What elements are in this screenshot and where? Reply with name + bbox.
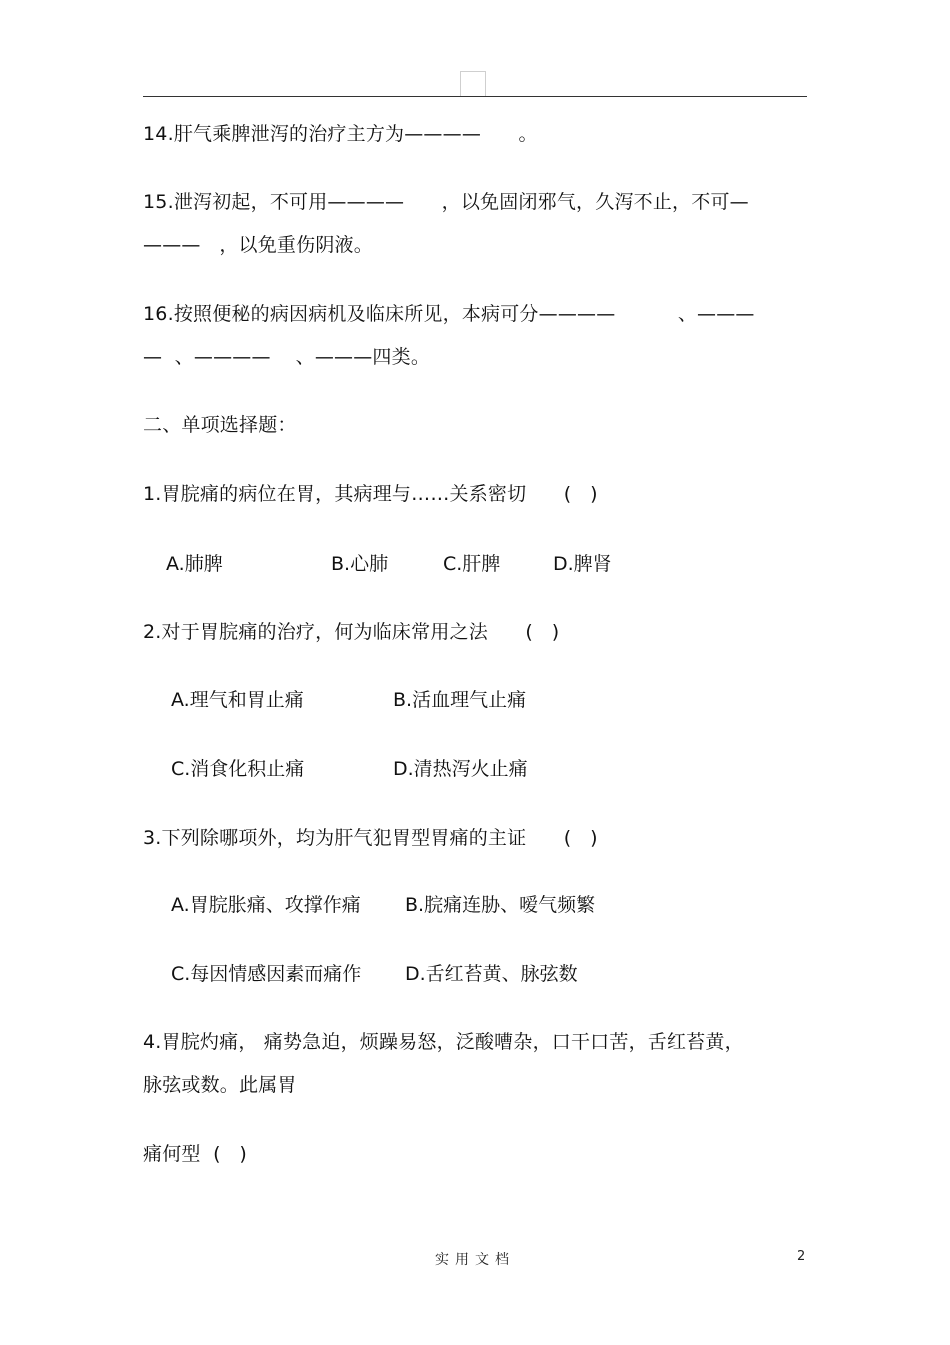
mcq-1-option-c: C.肝脾 [443, 553, 501, 575]
mcq-1-stem: 1.胃脘痛的病位在胃，其病理与……关系密切 ( ) [143, 483, 598, 505]
question-15-line-1: 15.泄泻初起，不可用———— ，以免固闭邪气，久泻不止，不可— [143, 191, 749, 213]
mcq-4-stem-line-1: 4.胃脘灼痛， 痛势急迫，烦躁易怒，泛酸嘈杂，口干口苦，舌红苔黄， [143, 1031, 744, 1053]
footer-text: 实用文档 [435, 1252, 515, 1268]
mcq-2-option-a: A.理气和胃止痛 [171, 689, 304, 711]
mcq-2-stem: 2.对于胃脘痛的治疗，何为临床常用之法 ( ) [143, 621, 560, 643]
page-number: 2 [797, 1249, 806, 1264]
question-15-line-2: ——— ，以免重伤阴液。 [143, 234, 373, 256]
question-14: 14.肝气乘脾泄泻的治疗主方为———— 。 [143, 123, 538, 145]
question-16-line-1: 16.按照便秘的病因病机及临床所见，本病可分———— 、——— [143, 303, 755, 325]
mcq-3-option-c: C.每因情感因素而痛作 [171, 963, 362, 985]
question-16-line-2: — 、———— 、———四类。 [143, 346, 431, 368]
mcq-3-stem: 3.下列除哪项外，均为肝气犯胃型胃痛的主证 ( ) [143, 827, 598, 849]
mcq-4-stem-line-3: 痛何型 ( ) [143, 1143, 248, 1165]
mcq-1-option-b: B.心肺 [331, 553, 389, 575]
mcq-3-option-a: A.胃脘胀痛、攻撑作痛 [171, 894, 361, 916]
mcq-4-stem-line-2: 脉弦或数。此属胃 [143, 1074, 297, 1096]
mcq-3-option-d: D.舌红苔黄、脉弦数 [405, 963, 578, 985]
mcq-2-option-d: D.清热泻火止痛 [393, 758, 528, 780]
section-title: 二、单项选择题： [143, 414, 297, 436]
mcq-2-option-c: C.消食化积止痛 [171, 758, 305, 780]
header-mark [460, 71, 486, 96]
mcq-1-option-d: D.脾肾 [553, 553, 612, 575]
mcq-2-option-b: B.活血理气止痛 [393, 689, 527, 711]
mcq-3-option-b: B.脘痛连胁、嗳气频繁 [405, 894, 596, 916]
mcq-1-option-a: A.肺脾 [166, 553, 223, 575]
header-rule [143, 96, 807, 97]
